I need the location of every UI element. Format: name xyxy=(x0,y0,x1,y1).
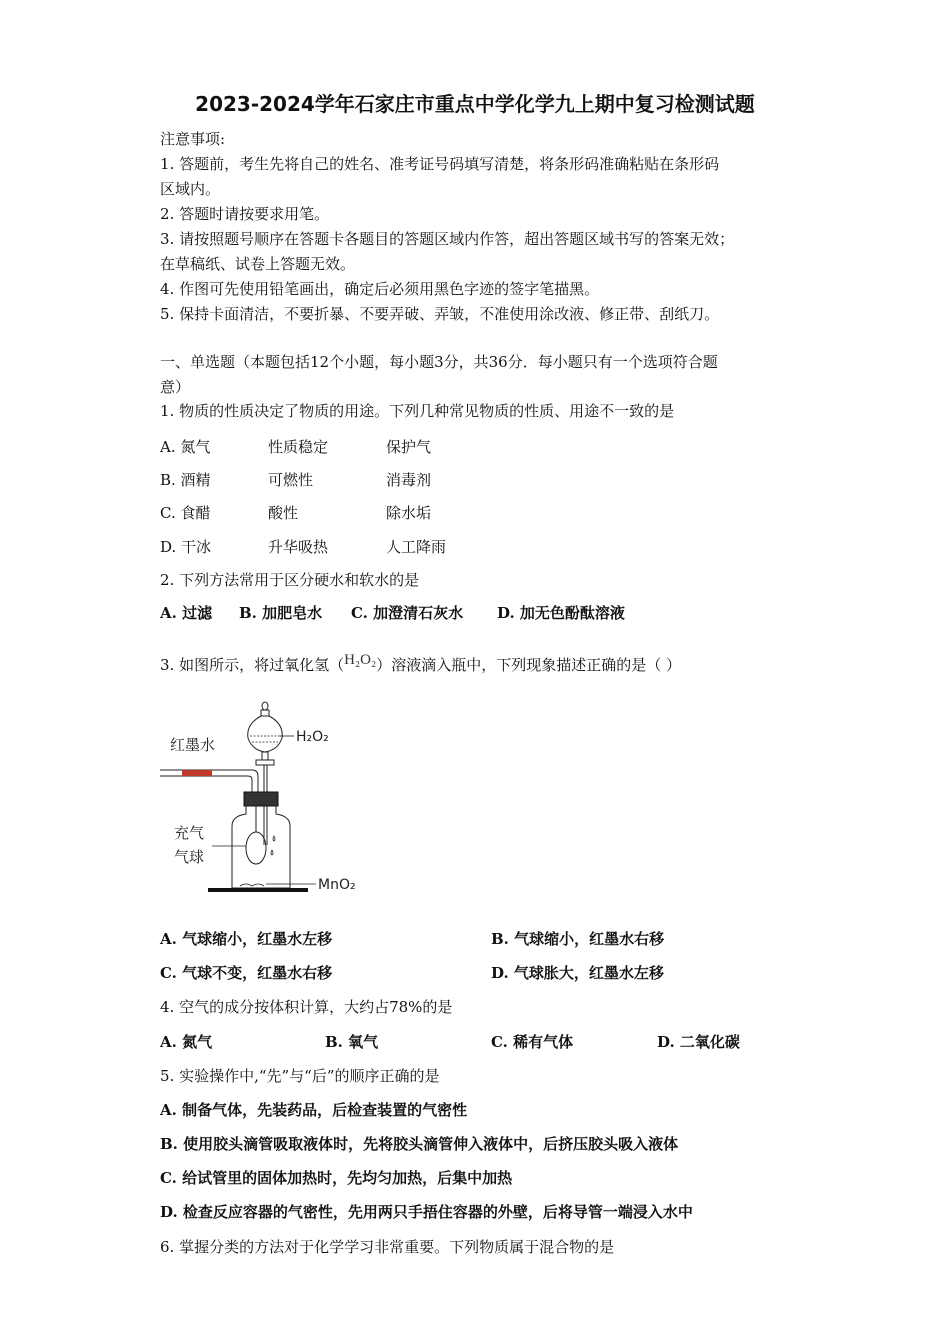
notice-line: 区域内。 xyxy=(160,180,221,198)
section-heading: 一、单选题（本题包括12个小题，每小题3分，共36分．每小题只有一个选项符合题 xyxy=(160,353,718,371)
balloon xyxy=(246,832,266,864)
notice-line: 1. 答题前，考生先将自己的姓名、准考证号码填写清楚，将条形码准确粘贴在条形码 xyxy=(160,155,720,173)
q5-option-b: B. 使用胶头滴管吸取液体时，先将胶头滴管伸入液体中，后挤压胶头吸入液体 xyxy=(160,1135,679,1153)
q4-option-c: C. 稀有气体 xyxy=(491,1033,574,1051)
h2o2-formula: H₂O₂ xyxy=(344,652,377,668)
page-title: 2023-2024学年石家庄市重点中学化学九上期中复习检测试题 xyxy=(195,92,755,116)
notice-line: 3. 请按照题号顺序在答题卡各题目的答题区域内作答，超出答题区域书写的答案无效； xyxy=(160,230,735,248)
q3-option-c: C. 气球不变，红墨水右移 xyxy=(160,964,333,982)
option-property: 升华吸热 xyxy=(268,538,329,556)
q6-stem: 6. 掌握分类的方法对于化学学习非常重要。下列物质属于混合物的是 xyxy=(160,1238,615,1256)
balloon-label: 充气 xyxy=(174,824,205,842)
notice-line: 4. 作图可先使用铅笔画出，确定后必须用黑色字迹的签字笔描黑。 xyxy=(160,280,600,298)
option-label: A. 氮气 xyxy=(160,438,211,456)
q4-option-a: A. 氮气 xyxy=(160,1033,213,1051)
option-property: 可燃性 xyxy=(268,471,314,489)
q2-option-d: D. 加无色酚酞溶液 xyxy=(497,604,625,622)
q4-stem: 4. 空气的成分按体积计算，大约占78%的是 xyxy=(160,998,453,1016)
q3-stem-part: 3. 如图所示，将过氧化氢（ xyxy=(160,656,345,674)
q4-option-b: B. 氧气 xyxy=(325,1033,379,1051)
option-property: 酸性 xyxy=(268,504,299,522)
q2-stem: 2. 下列方法常用于区分硬水和软水的是 xyxy=(160,571,420,589)
q2-option-c: C. 加澄清石灰水 xyxy=(351,604,464,622)
q3-option-b: B. 气球缩小，红墨水右移 xyxy=(491,930,665,948)
q3-option-a: A. 气球缩小，红墨水左移 xyxy=(160,930,333,948)
q2-option-a: A. 过滤 xyxy=(160,604,213,622)
q5-stem: 5. 实验操作中,“先”与“后”的顺序正确的是 xyxy=(160,1067,440,1085)
red-ink-label: 红墨水 xyxy=(170,736,216,754)
notice-heading: 注意事项: xyxy=(160,130,226,148)
option-label: C. 食醋 xyxy=(160,504,211,522)
section-heading-cont: 意） xyxy=(160,378,191,396)
q5-option-d: D. 检查反应容器的气密性，先用两只手捂住容器的外壁，后将导管一端浸入水中 xyxy=(160,1203,693,1221)
h2o2-label: H₂O₂ xyxy=(296,729,329,745)
option-use: 消毒剂 xyxy=(386,471,432,489)
q3-stem-part: ）溶液滴入瓶中，下列现象描述正确的是（ ） xyxy=(376,656,681,674)
option-label: D. 干冰 xyxy=(160,538,212,556)
mno2-label: MnO₂ xyxy=(318,877,356,893)
option-use: 人工降雨 xyxy=(386,538,447,556)
notice-line: 2. 答题时请按要求用笔。 xyxy=(160,205,330,223)
balloon-label: 气球 xyxy=(174,848,205,866)
option-property: 性质稳定 xyxy=(268,438,329,456)
q3-option-d: D. 气球胀大，红墨水左移 xyxy=(491,964,664,982)
notice-line: 在草稿纸、试卷上答题无效。 xyxy=(160,255,356,273)
apparatus-diagram xyxy=(160,690,380,900)
q3-stem xyxy=(160,650,681,675)
notice-line: 5. 保持卡面清洁，不要折暴、不要弄破、弄皱，不准使用涂改液、修正带、刮纸刀。 xyxy=(160,305,720,323)
q2-option-b: B. 加肥皂水 xyxy=(239,604,323,622)
q5-option-c: C. 给试管里的固体加热时，先均匀加热，后集中加热 xyxy=(160,1169,513,1187)
q5-option-a: A. 制备气体，先装药品，后检查装置的气密性 xyxy=(160,1101,468,1119)
option-use: 保护气 xyxy=(386,438,432,456)
option-use: 除水垢 xyxy=(386,504,432,522)
option-label: B. 酒精 xyxy=(160,471,211,489)
q4-option-d: D. 二氧化碳 xyxy=(657,1033,740,1051)
q1-stem: 1. 物质的性质决定了物质的用途。下列几种常见物质的性质、用途不一致的是 xyxy=(160,402,675,420)
red-ink-column xyxy=(182,770,212,776)
